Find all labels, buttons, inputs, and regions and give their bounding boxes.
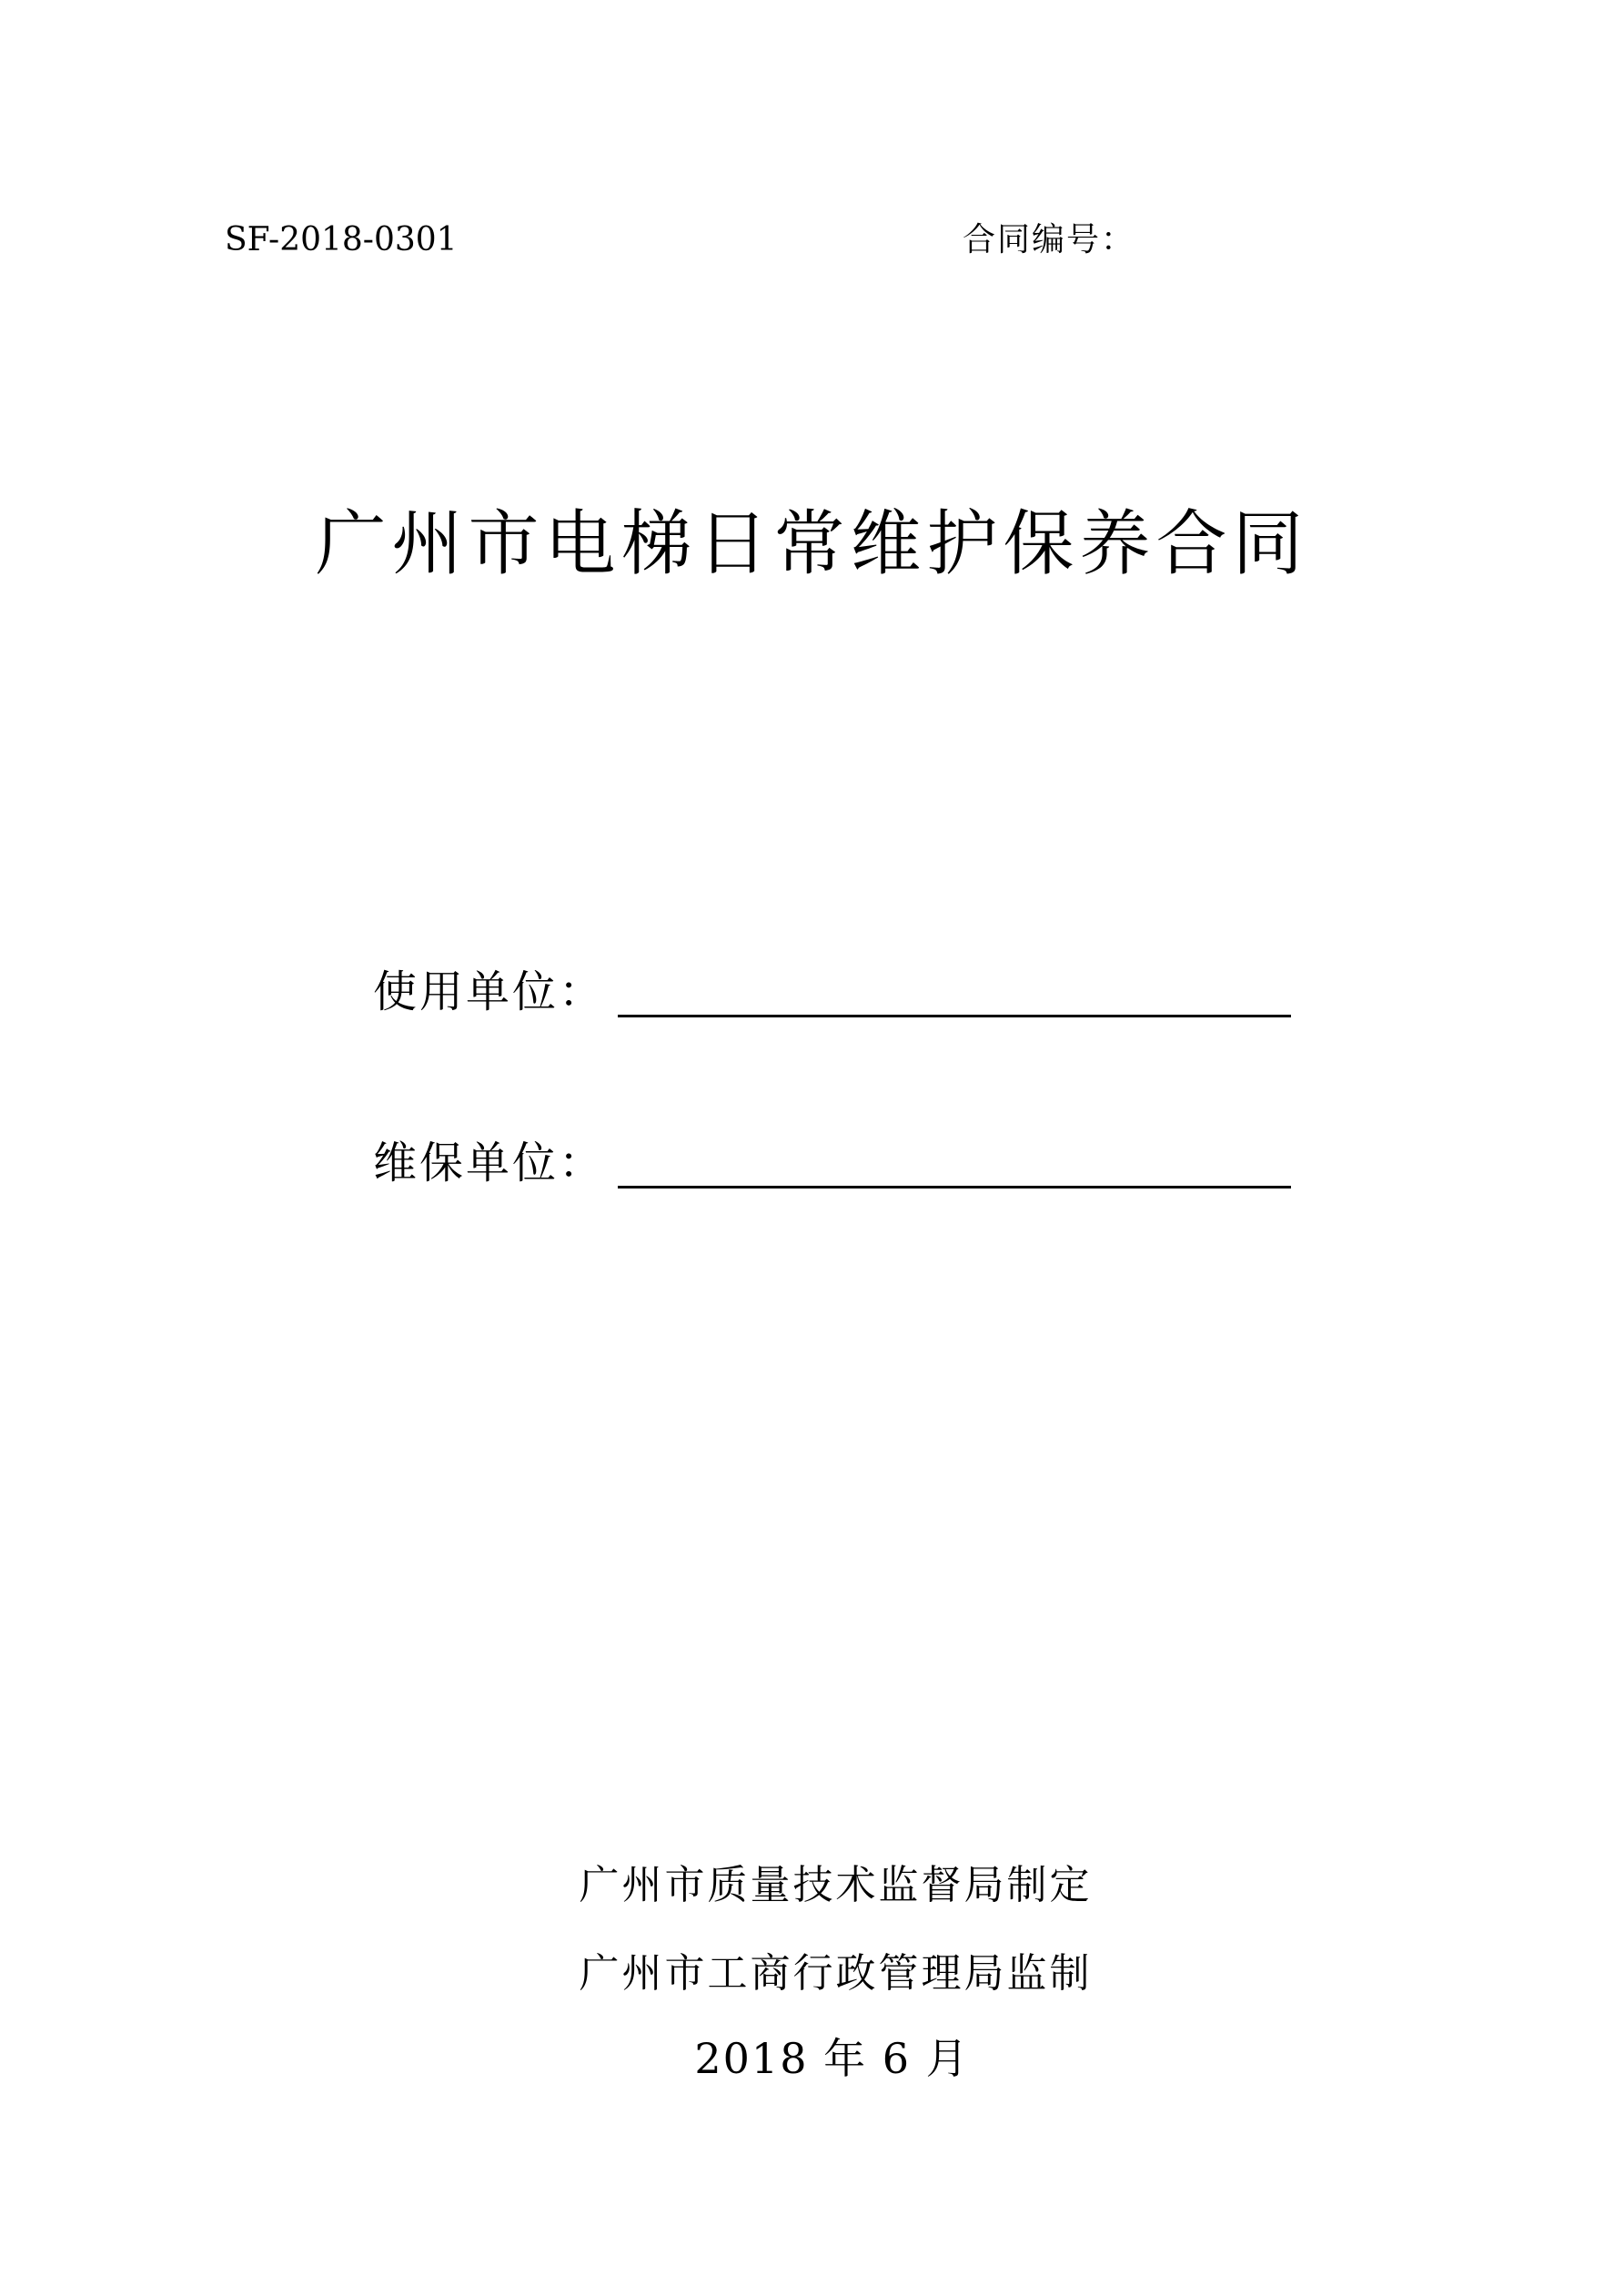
user-unit-label: 使用单位： <box>373 966 606 1017</box>
maintenance-unit-field <box>373 1127 1291 1190</box>
maintenance-unit-label: 维保单位： <box>373 1138 606 1188</box>
user-unit-blank-line[interactable] <box>618 1015 1291 1017</box>
supervisor-line: 广州市工商行政管理局监制 <box>579 1950 1093 1997</box>
document-title: 广州市电梯日常维护保养合同 <box>315 503 1309 585</box>
issue-date: 2018 年 6 月 <box>694 2034 970 2083</box>
contract-number-label: 合同编号： <box>963 221 1136 258</box>
issuer-line: 广州市质量技术监督局制定 <box>579 1862 1093 1908</box>
user-unit-field <box>373 956 1291 1019</box>
document-code: SF-2018-0301 <box>225 221 458 258</box>
maintenance-unit-blank-line[interactable] <box>618 1186 1291 1188</box>
